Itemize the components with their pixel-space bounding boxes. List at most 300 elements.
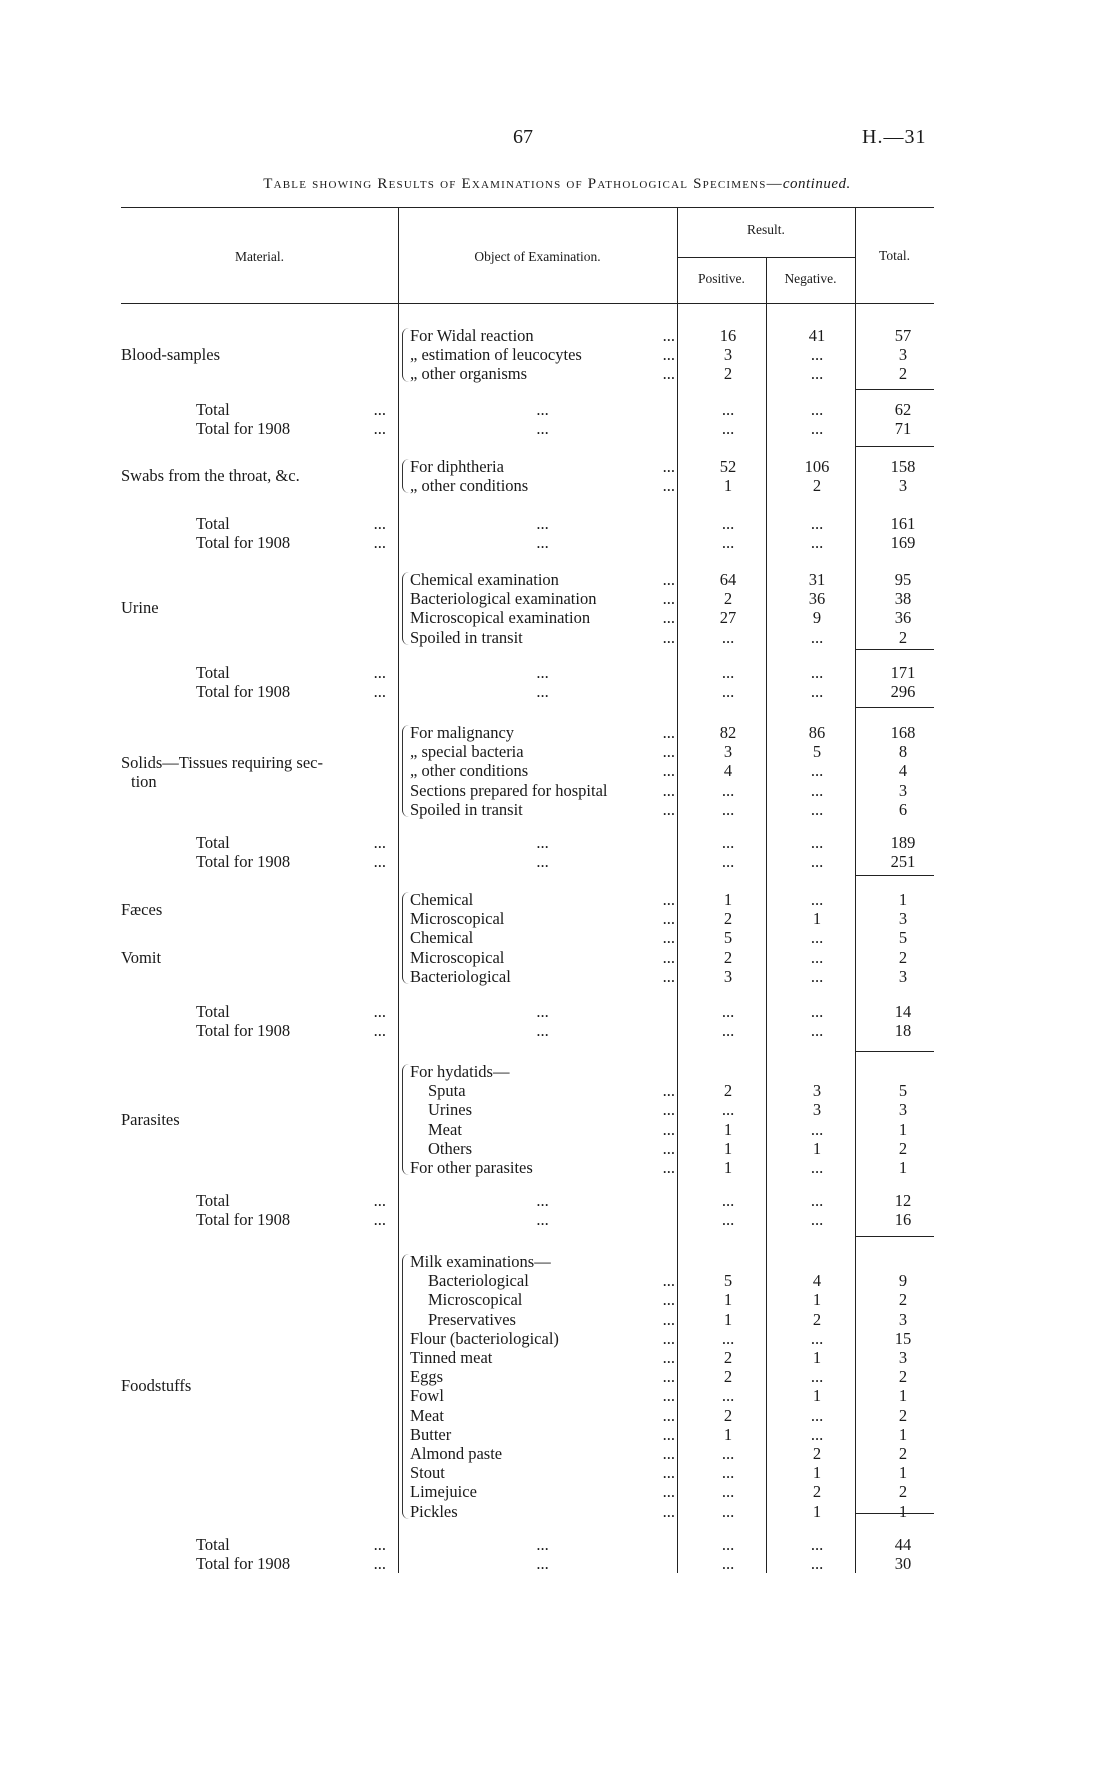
section-total-label: Total ... — [196, 663, 386, 682]
row-total: 5 — [898, 1081, 908, 1101]
row-total: 4 — [898, 761, 908, 781]
negative-count: ... — [810, 1119, 824, 1139]
negative-count: ... — [810, 799, 824, 819]
leader-dots: ... — [662, 928, 675, 948]
leader-dots: ... — [662, 589, 675, 609]
row-total: 6 — [898, 799, 908, 819]
positive-count: ... — [721, 1386, 735, 1406]
section-total-1908-positive: ... — [721, 533, 735, 553]
section-total-label: Total ... — [196, 833, 386, 852]
total-rule — [856, 389, 934, 390]
negative-count: 2 — [812, 1482, 822, 1502]
positive-count: 82 — [719, 723, 737, 742]
material-label: Foodstuffs — [121, 1376, 192, 1396]
negative-count: ... — [810, 780, 824, 800]
object-of-examination — [410, 628, 675, 647]
negative-count: 1 — [812, 909, 822, 929]
leader-dots: ... — [373, 533, 386, 553]
negative-count: 41 — [808, 326, 826, 345]
object-of-examination — [410, 326, 675, 345]
leader-dots: ... — [662, 1482, 675, 1502]
leader-dots: ... — [373, 1554, 386, 1574]
material-label: Swabs from the throat, &c. — [121, 466, 300, 486]
object-text: Stout — [410, 1463, 445, 1483]
positive-count: ... — [721, 780, 735, 800]
leader-dots: ... — [373, 1021, 386, 1041]
negative-count: ... — [810, 364, 824, 384]
row-total: 15 — [894, 1328, 912, 1348]
section-total-negative: ... — [810, 663, 824, 682]
section-total-negative: ... — [810, 1002, 824, 1021]
leader-dots: ... — [662, 1119, 675, 1139]
leader-dots: ... — [373, 1191, 386, 1210]
object-text: Flour (bacteriological) — [410, 1328, 559, 1348]
object-text: Sections prepared for hospital — [410, 780, 608, 800]
section-total-1908-positive: ... — [721, 1210, 735, 1230]
total-rule — [856, 1051, 934, 1052]
positive-count: 4 — [723, 761, 733, 781]
negative-count: 36 — [808, 589, 826, 609]
object-text: Eggs — [410, 1367, 443, 1387]
row-total: 2 — [898, 1138, 908, 1158]
row-total: 1 — [898, 1424, 908, 1444]
object-text: „ other conditions — [410, 476, 529, 496]
object-of-examination — [410, 1158, 675, 1177]
grouping-brace — [402, 572, 409, 645]
section-total-negative: ... — [810, 400, 824, 419]
negative-count: 4 — [812, 1271, 822, 1291]
object-of-examination — [410, 1290, 675, 1309]
object-of-examination — [410, 1271, 675, 1290]
section-total-1908-object: ... — [536, 533, 549, 553]
row-total: 3 — [898, 345, 908, 365]
row-total: 158 — [890, 457, 916, 476]
positive-count: 1 — [723, 1138, 733, 1158]
section-total-label: Total ... — [196, 514, 386, 533]
leader-dots: ... — [662, 1424, 675, 1444]
object-of-examination — [410, 1463, 675, 1482]
object-text: Urines — [428, 1100, 472, 1120]
object-of-examination — [410, 948, 675, 967]
positive-count: 2 — [723, 1081, 733, 1101]
section-total-1908-positive: ... — [721, 682, 735, 702]
leader-dots: ... — [662, 1290, 675, 1310]
leader-dots: ... — [373, 682, 386, 702]
object-text: Microscopical examination — [410, 608, 591, 628]
object-of-examination — [410, 457, 675, 476]
table-caption — [0, 176, 1114, 193]
object-text: Chemical examination — [410, 570, 559, 589]
positive-count: 2 — [723, 589, 733, 609]
negative-count: ... — [810, 947, 824, 967]
positive-count — [690, 1062, 766, 1081]
object-of-examination — [410, 1139, 675, 1158]
negative-count: 3 — [812, 1100, 822, 1120]
object-of-examination — [410, 345, 675, 364]
total-rule — [856, 1513, 934, 1514]
leader-dots: ... — [662, 457, 675, 476]
positive-count: 2 — [723, 1405, 733, 1425]
section-total-1908-positive: ... — [721, 852, 735, 872]
positive-count: 1 — [723, 1158, 733, 1177]
object-of-examination — [410, 476, 675, 495]
material-label-continued: tion — [131, 772, 157, 791]
section-total-1908-value: 296 — [890, 682, 916, 702]
row-total: 3 — [898, 780, 908, 800]
negative-count: ... — [810, 1424, 824, 1444]
row-total: 3 — [898, 1348, 908, 1367]
material-label: Solids—Tissues requiring sec- — [121, 753, 323, 772]
section-total-value: 171 — [890, 663, 916, 682]
positive-count: ... — [721, 1444, 735, 1463]
object-text: Tinned meat — [410, 1348, 493, 1367]
column-divider-object — [398, 208, 399, 1573]
row-total: 57 — [894, 326, 912, 345]
leader-dots: ... — [662, 723, 675, 742]
leader-dots: ... — [662, 1348, 675, 1367]
section-total-object: ... — [536, 663, 549, 682]
positive-count: ... — [721, 1328, 735, 1348]
object-of-examination — [410, 1100, 675, 1119]
object-of-examination — [410, 1310, 675, 1329]
leader-dots: ... — [373, 1210, 386, 1230]
section-total-positive: ... — [721, 1191, 735, 1210]
object-of-examination — [410, 1425, 675, 1444]
negative-count: 9 — [812, 608, 822, 628]
row-total: 2 — [898, 1367, 908, 1387]
object-of-examination — [410, 570, 675, 589]
row-total: 9 — [898, 1271, 908, 1291]
section-total-1908-label: Total for 1908 ... — [196, 419, 386, 439]
section-total-1908-label: Total for 1908 ... — [196, 852, 386, 872]
leader-dots: ... — [662, 627, 675, 647]
negative-count: 2 — [812, 1444, 822, 1463]
section-total-1908-label: Total for 1908 ... — [196, 533, 386, 553]
object-of-examination — [410, 909, 675, 928]
section-total-positive: ... — [721, 1535, 735, 1554]
row-total: 2 — [898, 364, 908, 384]
negative-count: 106 — [804, 457, 830, 476]
negative-count: ... — [810, 761, 824, 781]
positive-count: ... — [721, 1501, 735, 1521]
negative-count: 1 — [812, 1138, 822, 1158]
negative-count: ... — [810, 627, 824, 647]
positive-count: 1 — [723, 1119, 733, 1139]
section-total-value: 44 — [894, 1535, 912, 1554]
row-total: 5 — [898, 928, 908, 948]
section-total-positive: ... — [721, 663, 735, 682]
leader-dots: ... — [662, 1309, 675, 1329]
leader-dots: ... — [373, 833, 386, 852]
material-label: Blood-samples — [121, 344, 220, 364]
material-label: Parasites — [121, 1109, 180, 1129]
object-text: For other parasites — [410, 1158, 533, 1177]
section-total-1908-positive: ... — [721, 1021, 735, 1041]
object-text: Spoiled in transit — [410, 799, 523, 819]
section-total-1908-object: ... — [536, 1210, 549, 1230]
negative-count: ... — [810, 966, 824, 986]
section-total-1908-object: ... — [536, 419, 549, 439]
negative-count — [779, 1062, 855, 1081]
leader-dots: ... — [662, 1081, 675, 1101]
section-total-negative: ... — [810, 1191, 824, 1210]
caption-continued: continued. — [782, 176, 851, 192]
section-total-object: ... — [536, 514, 549, 533]
negative-count: 1 — [812, 1290, 822, 1310]
object-of-examination — [410, 1406, 675, 1425]
leader-dots: ... — [662, 326, 675, 345]
section-total-negative: ... — [810, 1535, 824, 1554]
positive-count: 2 — [723, 1367, 733, 1387]
section-total-value: 161 — [890, 514, 916, 533]
object-of-examination — [410, 800, 675, 819]
positive-count: 5 — [723, 928, 733, 948]
object-of-examination — [410, 1502, 675, 1521]
section-total-1908-negative: ... — [810, 852, 824, 872]
object-of-examination — [410, 589, 675, 608]
leader-dots: ... — [662, 1100, 675, 1120]
header-result: Result. — [747, 222, 785, 237]
header-positive: Positive. — [698, 271, 745, 286]
section-total-1908-object: ... — [536, 1021, 549, 1041]
object-text: For malignancy — [410, 723, 515, 742]
object-text: Limejuice — [410, 1482, 477, 1502]
row-total — [863, 1062, 943, 1081]
leader-dots: ... — [662, 364, 675, 384]
section-total-negative: ... — [810, 833, 824, 852]
positive-count: 5 — [723, 1271, 733, 1291]
leader-dots: ... — [662, 1405, 675, 1425]
section-total-1908-label: Total for 1908 ... — [196, 1554, 386, 1574]
row-total: 2 — [898, 1482, 908, 1502]
row-total: 3 — [898, 1100, 908, 1120]
leader-dots: ... — [662, 608, 675, 628]
section-total-value: 62 — [894, 400, 912, 419]
object-text: „ estimation of leucocytes — [410, 345, 582, 365]
negative-count: 5 — [812, 742, 822, 762]
object-of-examination — [410, 1348, 675, 1367]
material-label: Urine — [121, 598, 159, 618]
object-text: For diphtheria — [410, 457, 504, 476]
positive-count: 2 — [723, 364, 733, 384]
positive-count: 2 — [723, 1348, 733, 1367]
object-text: Meat — [410, 1405, 444, 1425]
section-total-object: ... — [536, 1002, 549, 1021]
object-text: Meat — [428, 1119, 462, 1139]
section-total-1908-positive: ... — [721, 1554, 735, 1574]
positive-count: ... — [721, 1100, 735, 1120]
leader-dots: ... — [373, 1535, 386, 1554]
section-total-value: 14 — [894, 1002, 912, 1021]
negative-count: 1 — [812, 1386, 822, 1406]
row-total: 3 — [898, 909, 908, 929]
leader-dots: ... — [662, 570, 675, 589]
negative-count: 31 — [808, 570, 826, 589]
leader-dots: ... — [662, 742, 675, 762]
object-of-examination — [410, 1252, 675, 1271]
positive-count: 64 — [719, 570, 737, 589]
object-text: Chemical — [410, 890, 474, 909]
positive-count: 1 — [723, 1309, 733, 1329]
object-of-examination — [410, 1482, 675, 1501]
row-total — [863, 1252, 943, 1271]
leader-dots: ... — [662, 1501, 675, 1521]
leader-dots: ... — [662, 1138, 675, 1158]
object-text: Microscopical — [428, 1290, 523, 1310]
object-of-examination — [410, 1386, 675, 1405]
positive-count: 52 — [719, 457, 737, 476]
object-of-examination — [410, 761, 675, 780]
object-text: Chemical — [410, 928, 474, 948]
negative-count: ... — [810, 1405, 824, 1425]
section-total-positive: ... — [721, 400, 735, 419]
caption-main: Table showing Results of Examinations of Pathological Specimens— — [263, 176, 783, 192]
total-rule — [856, 649, 934, 650]
leader-dots: ... — [662, 345, 675, 365]
negative-count: 1 — [812, 1463, 822, 1483]
section-total-1908-negative: ... — [810, 1210, 824, 1230]
table-top-rule — [121, 207, 934, 208]
section-total-1908-object: ... — [536, 1554, 549, 1574]
positive-count: 1 — [723, 476, 733, 496]
positive-count: 3 — [723, 966, 733, 986]
negative-count: 1 — [812, 1348, 822, 1367]
row-total: 1 — [898, 1158, 908, 1177]
section-total-1908-label: Total for 1908 ... — [196, 1210, 386, 1230]
section-total-1908-object: ... — [536, 852, 549, 872]
section-total-1908-value: 169 — [890, 533, 916, 553]
negative-count: ... — [810, 1158, 824, 1177]
section-total-1908-negative: ... — [810, 533, 824, 553]
section-total-negative: ... — [810, 514, 824, 533]
row-total: 36 — [894, 608, 912, 628]
section-total-positive: ... — [721, 514, 735, 533]
object-text: Bacteriological — [428, 1271, 529, 1291]
leader-dots: ... — [662, 799, 675, 819]
positive-count: ... — [721, 1463, 735, 1483]
negative-count: ... — [810, 1328, 824, 1348]
negative-count: ... — [810, 928, 824, 948]
positive-count: 16 — [719, 326, 737, 345]
negative-count: ... — [810, 1367, 824, 1387]
row-total: 8 — [898, 742, 908, 762]
negative-count: ... — [810, 890, 824, 909]
positive-count: 3 — [723, 345, 733, 365]
object-of-examination — [410, 1062, 675, 1081]
row-total: 2 — [898, 1290, 908, 1310]
object-of-examination — [410, 1120, 675, 1139]
row-total: 3 — [898, 1309, 908, 1329]
object-text: Butter — [410, 1424, 452, 1444]
header-total: Total. — [879, 248, 910, 263]
grouping-brace — [402, 892, 409, 984]
leader-dots: ... — [373, 663, 386, 682]
section-total-1908-value: 251 — [890, 852, 916, 872]
row-total: 2 — [898, 947, 908, 967]
leader-dots: ... — [373, 1002, 386, 1021]
object-text: „ other conditions — [410, 761, 529, 781]
column-divider-total — [855, 208, 856, 1573]
page-number: 67 — [513, 126, 533, 148]
column-divider-positive — [677, 208, 678, 1573]
positive-count: ... — [721, 1482, 735, 1502]
object-text: „ other organisms — [410, 364, 528, 384]
leader-dots: ... — [662, 780, 675, 800]
negative-count: 3 — [812, 1081, 822, 1101]
row-total: 2 — [898, 627, 908, 647]
object-text: For hydatids— — [410, 1062, 510, 1081]
section-total-value: 189 — [890, 833, 916, 852]
positive-count: 1 — [723, 1290, 733, 1310]
object-text: Almond paste — [410, 1444, 503, 1463]
object-of-examination — [410, 1367, 675, 1386]
leader-dots: ... — [662, 1463, 675, 1483]
section-total-label: Total ... — [196, 400, 386, 419]
section-total-object: ... — [536, 400, 549, 419]
section-total-1908-label: Total for 1908 ... — [196, 1021, 386, 1041]
positive-count: 1 — [723, 1424, 733, 1444]
total-rule — [856, 875, 934, 876]
document-reference: H.—31 — [862, 126, 927, 148]
row-total: 1 — [898, 1119, 908, 1139]
leader-dots: ... — [662, 966, 675, 986]
grouping-brace — [402, 725, 409, 817]
negative-count: 1 — [812, 1501, 822, 1521]
object-of-examination — [410, 364, 675, 383]
object-text: Fowl — [410, 1386, 444, 1406]
object-text: For Widal reaction — [410, 326, 534, 345]
section-total-1908-object: ... — [536, 682, 549, 702]
positive-count: ... — [721, 627, 735, 647]
leader-dots: ... — [373, 400, 386, 419]
positive-count: 3 — [723, 742, 733, 762]
total-rule — [856, 1236, 934, 1237]
grouping-brace — [402, 1254, 409, 1519]
leader-dots: ... — [662, 1271, 675, 1291]
section-total-object: ... — [536, 833, 549, 852]
row-total: 3 — [898, 966, 908, 986]
leader-dots: ... — [662, 1158, 675, 1177]
section-total-label: Total ... — [196, 1535, 386, 1554]
section-total-positive: ... — [721, 833, 735, 852]
negative-count: ... — [810, 345, 824, 365]
leader-dots: ... — [662, 947, 675, 967]
section-total-1908-negative: ... — [810, 682, 824, 702]
column-divider-negative — [766, 258, 767, 1573]
object-text: Bacteriological — [410, 966, 511, 986]
leader-dots: ... — [662, 909, 675, 929]
leader-dots: ... — [662, 761, 675, 781]
section-total-1908-value: 16 — [894, 1210, 912, 1230]
object-of-examination — [410, 967, 675, 986]
row-total: 1 — [898, 890, 908, 909]
row-total: 1 — [898, 1463, 908, 1483]
object-of-examination — [410, 608, 675, 627]
grouping-brace — [402, 1064, 409, 1175]
row-total: 3 — [898, 476, 908, 496]
object-of-examination — [410, 1444, 675, 1463]
object-of-examination — [410, 781, 675, 800]
row-total: 38 — [894, 589, 912, 609]
header-object: Object of Examination. — [474, 249, 601, 264]
section-total-1908-negative: ... — [810, 1554, 824, 1574]
section-total-1908-value: 71 — [894, 419, 912, 439]
row-total: 2 — [898, 1444, 908, 1463]
object-text: Spoiled in transit — [410, 627, 523, 647]
object-of-examination — [410, 723, 675, 742]
header-material: Material. — [234, 249, 285, 264]
section-total-positive: ... — [721, 1002, 735, 1021]
